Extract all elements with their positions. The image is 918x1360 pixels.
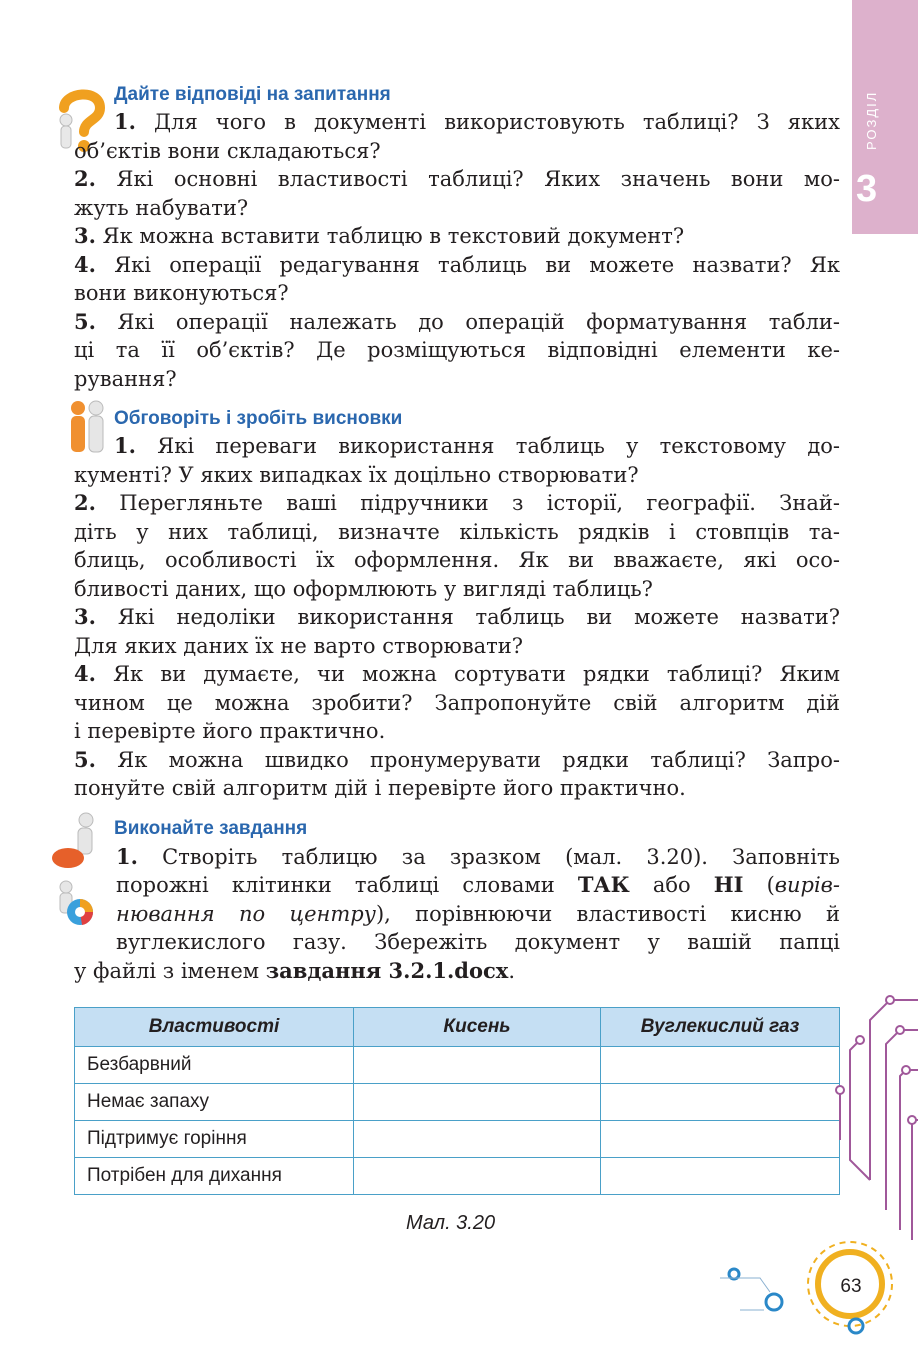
item-text: Перегляньте ваші підручники з історії, географії. Знай- xyxy=(119,491,840,515)
item-text: рування? xyxy=(74,366,177,391)
list-item xyxy=(74,461,639,490)
figure-caption: Мал. 3.20 xyxy=(406,1212,496,1234)
item-text: вони виконуються? xyxy=(74,281,289,305)
task-line-4: вуглекислого газу. Збережіть документ у вашій папці xyxy=(116,930,840,954)
list-item xyxy=(74,689,840,718)
item-text: Які недоліки використання таблиць ви можете назвати? xyxy=(117,605,840,629)
table-cell xyxy=(354,1047,601,1084)
list-item xyxy=(114,432,840,461)
item-number: 3. xyxy=(74,604,96,629)
item-text: Як можна вставити таблицю в текстовий документ? xyxy=(102,224,685,248)
item-number: 2. xyxy=(74,490,96,515)
task-line-1: 1. Створіть таблицю за зразком (мал. 3.20). Заповніть xyxy=(116,844,840,869)
table-header-cell: Вуглекислий газ xyxy=(601,1008,840,1047)
list-item xyxy=(74,660,840,689)
table-cell xyxy=(354,1121,601,1158)
list-item xyxy=(74,165,840,194)
item-text: бливості даних, що оформлюють у вигляді таблиць? xyxy=(74,576,653,601)
table-header-cell: Кисень xyxy=(354,1008,601,1047)
circuit-decoration-icon xyxy=(700,980,918,1360)
item-text: кументі? У яких випадках їх доцільно створювати? xyxy=(74,462,639,487)
item-number: 5. xyxy=(74,746,96,772)
list-item xyxy=(74,774,686,803)
list-item xyxy=(74,222,684,251)
chapter-tab-word: РОЗДІЛ xyxy=(864,90,879,150)
item-text: Які переваги використання таблиць у текстовому до- xyxy=(157,434,840,458)
item-number: 2. xyxy=(74,166,96,191)
task-line-2: порожні клітинки таблиці словами ТАК або НІ (вирів- xyxy=(116,872,840,897)
item-text: блиць, особливості їх оформлення. Як ви вважаєте, які осо- xyxy=(74,548,840,572)
item-text: Для яких даних їх не варто створювати? xyxy=(74,633,524,658)
item-text: і перевірте його практично. xyxy=(74,719,386,743)
list-item xyxy=(74,546,840,575)
item-number: 1. xyxy=(114,433,136,458)
page-number: 63 xyxy=(840,1276,862,1297)
list-item xyxy=(74,746,840,775)
chapter-tab-number: 3 xyxy=(856,168,878,210)
item-text: Які операції редагування таблиць ви можете назвати? Як xyxy=(114,252,840,277)
task-person-icon xyxy=(50,810,104,872)
list-item xyxy=(74,489,840,518)
item-text: жуть набувати? xyxy=(74,195,249,220)
item-number: 5. xyxy=(74,308,96,334)
table-cell: Підтримує горіння xyxy=(75,1121,354,1158)
list-item xyxy=(74,575,653,604)
task-line-5: у файлі з іменем завдання 3.2.1.docx. xyxy=(74,958,515,983)
list-item xyxy=(74,251,840,280)
section-title-discuss: Обговоріть і зробіть висновки xyxy=(114,408,403,429)
list-item xyxy=(74,137,381,166)
list-item xyxy=(74,717,385,746)
item-text: Як можна швидко пронумерувати рядки таблиці? Запро- xyxy=(117,747,840,772)
item-number: 4. xyxy=(74,251,96,277)
list-item xyxy=(74,365,177,394)
section-title-tasks: Виконайте завдання xyxy=(114,818,308,839)
list-item xyxy=(74,518,840,547)
list-item xyxy=(74,308,840,337)
item-text: Для чого в документі використовують таблиці? З яких xyxy=(154,110,840,134)
discussion-people-icon xyxy=(66,398,110,458)
item-text: об’єктів вони складаються? xyxy=(74,138,381,163)
item-number: 3. xyxy=(74,223,96,248)
list-item xyxy=(74,194,248,223)
table-cell: Безбарвний xyxy=(75,1047,354,1084)
section-title-questions: Дайте відповіді на запитання xyxy=(114,84,391,105)
item-text: Які операції належать до операцій форматування табли- xyxy=(117,309,840,334)
table-header-cell: Властивості xyxy=(75,1008,354,1047)
item-text: понуйте свій алгоритм дій і перевірте його практично. xyxy=(74,776,686,800)
item-number: 4. xyxy=(74,661,96,686)
table-cell xyxy=(354,1084,601,1121)
item-text: чином це можна зробити? Запропонуйте свій алгоритм дій xyxy=(74,690,840,715)
item-text: діть у них таблиці, визначте кількість рядків і стовпців та- xyxy=(74,519,840,544)
list-item xyxy=(74,632,523,661)
item-text: Як ви думаєте, чи можна сортувати рядки таблиці? Яким xyxy=(113,662,840,686)
table-cell: Потрібен для дихання xyxy=(75,1158,354,1195)
pie-chart-person-icon xyxy=(52,878,100,928)
item-number: 1. xyxy=(114,109,136,134)
item-text: Які основні властивості таблиці? Яких значень вони мо- xyxy=(116,167,840,191)
table-cell: Немає запаху xyxy=(75,1084,354,1121)
task-line-3: нювання по центру), порівнюючи властивості кисню й xyxy=(116,902,840,926)
table-cell xyxy=(354,1158,601,1195)
list-item xyxy=(74,336,840,365)
list-item xyxy=(74,603,840,632)
list-item xyxy=(74,279,289,308)
item-text: ці та її об’єктів? Де розміщуються відповідні елементи ке- xyxy=(74,338,840,362)
list-item xyxy=(114,108,840,137)
